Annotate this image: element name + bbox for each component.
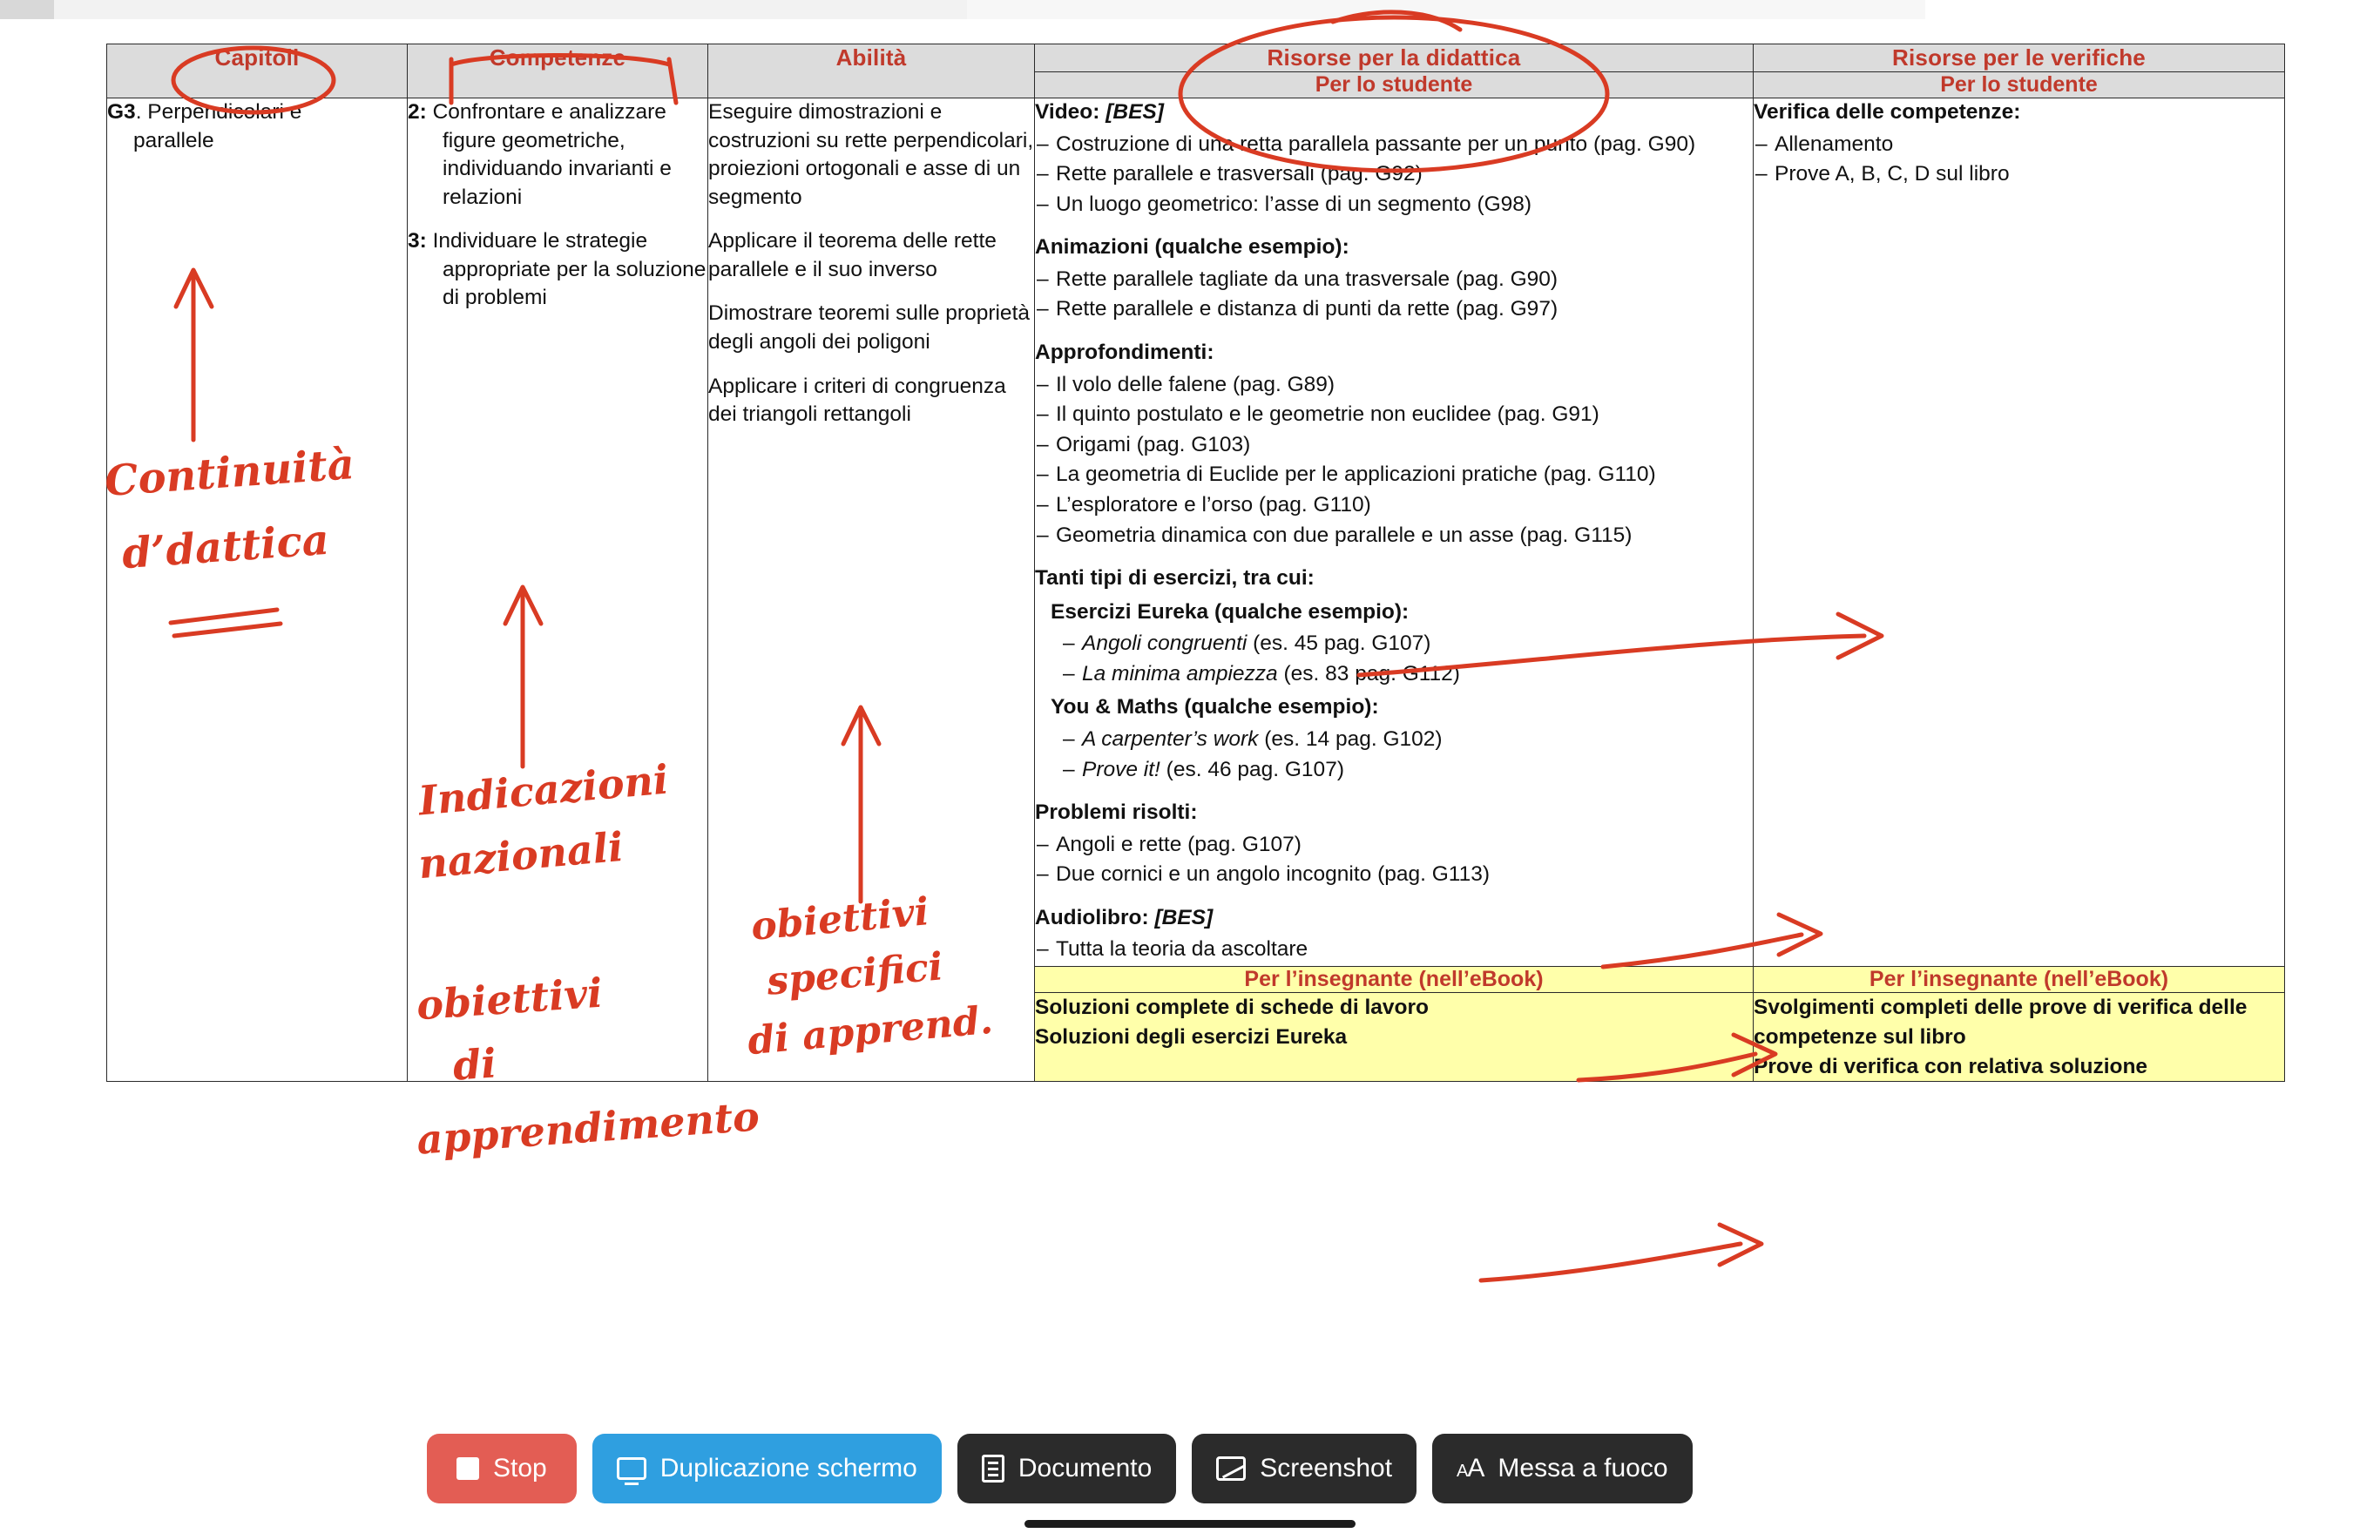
capitolo-title-text: . Perpendicolari e: [135, 100, 302, 124]
competenza-item: [408, 98, 707, 212]
home-indicator: [1024, 1520, 1356, 1528]
screenshot-icon: [1216, 1456, 1246, 1481]
list-item: [1061, 726, 1753, 754]
resource-group-video: [1035, 98, 1753, 219]
note-obiettivi-di-apprendimento-1: obiettivi: [415, 969, 605, 1030]
stop-square-icon: [456, 1457, 479, 1480]
note-obiettivi-specifici-1: obiettivi: [749, 889, 931, 949]
list-item: – Il quinto postulato e le geometrie non euclidee (pag. G91): [1035, 401, 1753, 429]
capitolo-title-line2: parallele: [133, 128, 214, 152]
cell-capitoli: [107, 98, 408, 1082]
arrow-audiolibro-head: [1720, 1225, 1761, 1265]
capitolo-title: [107, 98, 407, 155]
capitolo-code: G3: [107, 100, 136, 124]
resource-group-audiolibro: [1035, 904, 1753, 964]
resource-list: [1035, 935, 1753, 964]
list-item: – Rette parallele e distanza di punti da rette (pag. G97): [1035, 295, 1753, 324]
chrome-middle-block: [54, 0, 967, 19]
competenza-text: Confrontare e analizzare figure geometriche, individuando invarianti e relazioni: [432, 100, 672, 209]
resource-group-title: [1035, 904, 1753, 933]
chrome-left-block: [0, 0, 54, 19]
screen-mirroring-button[interactable]: [592, 1434, 942, 1503]
resource-group-esercizi: [1035, 564, 1753, 784]
resource-group-label: Video:: [1035, 100, 1100, 124]
resource-sublist: [1061, 726, 1753, 784]
display-icon: [617, 1457, 646, 1480]
note-obiettivi-specifici-2: specifici: [765, 944, 945, 1004]
resource-group-animazioni: [1035, 233, 1753, 324]
list-item: – Rette parallele tagliate da una trasversale (pag. G90): [1035, 266, 1753, 294]
list-item: – Due cornici e un angolo incognito (pag. G113): [1035, 861, 1753, 889]
exercise-name: Prove it!: [1082, 757, 1160, 781]
exercise-ref: (es. 14 pag. G102): [1258, 726, 1443, 751]
exercise-name: La minima ampiezza: [1082, 661, 1278, 686]
teacher-item: Soluzioni complete di schede di lavoro: [1035, 996, 1429, 1020]
text-size-icon: AA: [1457, 1454, 1484, 1483]
verifica-list: [1754, 131, 2284, 189]
stop-button[interactable]: [427, 1434, 577, 1503]
header-risorse-verifiche: Risorse per le verifiche: [1754, 44, 2285, 72]
note-continuita-didattica-line1: Continuità: [103, 440, 356, 506]
exercise-ref: (es. 83 pag. G112): [1277, 661, 1460, 686]
note-indicazioni-nazionali-2: nazionali: [416, 822, 625, 888]
list-item: [1061, 660, 1753, 689]
subheader-insegnante-didattica: Per l’insegnante (nell’eBook): [1035, 967, 1754, 993]
abilita-item: Applicare il teorema delle rette parallele e il suo inverso: [708, 229, 997, 281]
resource-list: [1035, 831, 1753, 889]
list-item: – Costruzione di una retta parallela passante per un punto (pag. G90): [1035, 131, 1753, 159]
list-item: – Un luogo geometrico: l’asse di un segmento (G98): [1035, 191, 1753, 220]
resource-group-title: [1035, 98, 1753, 127]
list-item: – Tutta la teoria da ascoltare: [1035, 935, 1753, 964]
resource-subgroup-title: You & Maths (qualche esempio):: [1051, 695, 1379, 719]
subheader-studente-verifiche: Per lo studente: [1754, 72, 2285, 98]
header-risorse-didattica: Risorse per la didattica: [1035, 44, 1754, 72]
cell-risorse-didattica: [1035, 98, 1754, 967]
table-header-row: [107, 44, 2285, 72]
document-label: Documento: [1018, 1454, 1153, 1483]
verifica-title: Verifica delle competenze:: [1754, 100, 2021, 124]
resource-list: [1035, 371, 1753, 550]
resource-sublist: [1061, 630, 1753, 688]
document-button[interactable]: [957, 1434, 1176, 1503]
abilita-item: Dimostrare teoremi sulle proprietà degli angoli dei poligoni: [708, 301, 1030, 355]
list-item: – Geometria dinamica con due parallele e un asse (pag. G115): [1035, 522, 1753, 550]
list-item: – Allenamento: [1754, 131, 2284, 159]
abilita-item: Applicare i criteri di congruenza dei triangoli rettangoli: [708, 374, 1006, 427]
browser-chrome-strip: [0, 0, 2380, 19]
header-abilita: Abilità: [708, 44, 1035, 98]
competenza-text: Individuare le strategie appropriate per la soluzione di problemi: [432, 229, 707, 310]
exercise-ref: (es. 45 pag. G107): [1247, 632, 1431, 656]
screenshot-label: Screenshot: [1260, 1454, 1393, 1483]
competenza-item: [408, 227, 707, 313]
note-obiettivi-specifici-3: di apprend.: [746, 997, 995, 1064]
resource-subgroup-title: Esercizi Eureka (qualche esempio):: [1051, 599, 1410, 624]
resource-group-label: Audiolibro:: [1035, 905, 1149, 929]
arrow-audiolibro: [1481, 1244, 1741, 1280]
exercise-ref: (es. 46 pag. G107): [1160, 757, 1344, 781]
competenza-number: 2:: [408, 100, 427, 124]
chrome-right-block: [967, 0, 1925, 19]
screenshot-button[interactable]: [1192, 1434, 1417, 1503]
cell-risorse-verifiche: [1754, 98, 2285, 967]
resource-group-title: Animazioni (qualche esempio):: [1035, 235, 1349, 260]
exercise-name: Angoli congruenti: [1082, 632, 1247, 656]
cell-competenze: [408, 98, 708, 1082]
resource-group-title: Problemi risolti:: [1035, 800, 1198, 825]
curriculum-table: [106, 44, 2285, 1082]
list-item: – Rette parallele e trasversali (pag. G92): [1035, 160, 1753, 189]
focus-button[interactable]: [1432, 1434, 1692, 1503]
list-item: – La geometria di Euclide per le applicazioni pratiche (pag. G110): [1035, 461, 1753, 490]
exercise-name: A carpenter’s work: [1082, 726, 1259, 751]
list-item: [1061, 756, 1753, 785]
resource-group-title: Tanti tipi di esercizi, tra cui:: [1035, 566, 1315, 591]
screen-mirroring-label: Duplicazione schermo: [659, 1454, 917, 1483]
subheader-studente-didattica: Per lo studente: [1035, 72, 1754, 98]
stop-label: Stop: [493, 1454, 547, 1483]
cell-insegnante-didattica: [1035, 993, 1754, 1082]
list-item: – Origami (pag. G103): [1035, 431, 1753, 460]
document-icon: [982, 1455, 1004, 1483]
teacher-item: Svolgimenti completi delle prove di verifica delle competenze sul libro: [1754, 996, 2248, 1049]
note-obiettivi-di-apprendimento-2: di: [451, 1039, 498, 1090]
teacher-item: Soluzioni degli esercizi Eureka: [1035, 1024, 1348, 1049]
resource-group-bes-tag: [BES]: [1105, 100, 1164, 124]
competenza-number: 3:: [408, 229, 427, 253]
resource-group-title: Approfondimenti:: [1035, 341, 1214, 365]
abilita-item: Eseguire dimostrazioni e costruzioni su rette perpendicolari, proiezioni ortogonali e asse di un segmento: [708, 100, 1034, 209]
list-item: – Angoli e rette (pag. G107): [1035, 831, 1753, 860]
resource-list: [1035, 266, 1753, 324]
header-capitoli: Capitoli: [107, 44, 408, 98]
resource-group-problemi: [1035, 799, 1753, 889]
focus-label: Messa a fuoco: [1498, 1454, 1668, 1483]
resource-group-bes-tag: [BES]: [1154, 905, 1214, 929]
bottom-toolbar: [427, 1434, 1693, 1503]
list-item: – Il volo delle falene (pag. G89): [1035, 371, 1753, 400]
note-indicazioni-nazionali: Indicazioni: [416, 755, 671, 825]
resource-group-approfondimenti: [1035, 339, 1753, 550]
header-competenze: Competenze: [408, 44, 708, 98]
table-row: [107, 98, 2285, 967]
resource-list: [1035, 131, 1753, 220]
teacher-item: Prove di verifica con relativa soluzione: [1754, 1054, 2148, 1078]
subheader-insegnante-verifiche: Per l’insegnante (nell’eBook): [1754, 967, 2285, 993]
cell-abilita: [708, 98, 1035, 1082]
note-obiettivi-di-apprendimento-3: apprendimento: [415, 1092, 761, 1164]
note-continuita-didattica-line2: d’dattica: [120, 515, 331, 579]
list-item: – L’esploratore e l’orso (pag. G110): [1035, 491, 1753, 520]
cell-insegnante-verifiche: [1754, 993, 2285, 1082]
list-item: – Prove A, B, C, D sul libro: [1754, 160, 2284, 189]
list-item: [1061, 630, 1753, 659]
